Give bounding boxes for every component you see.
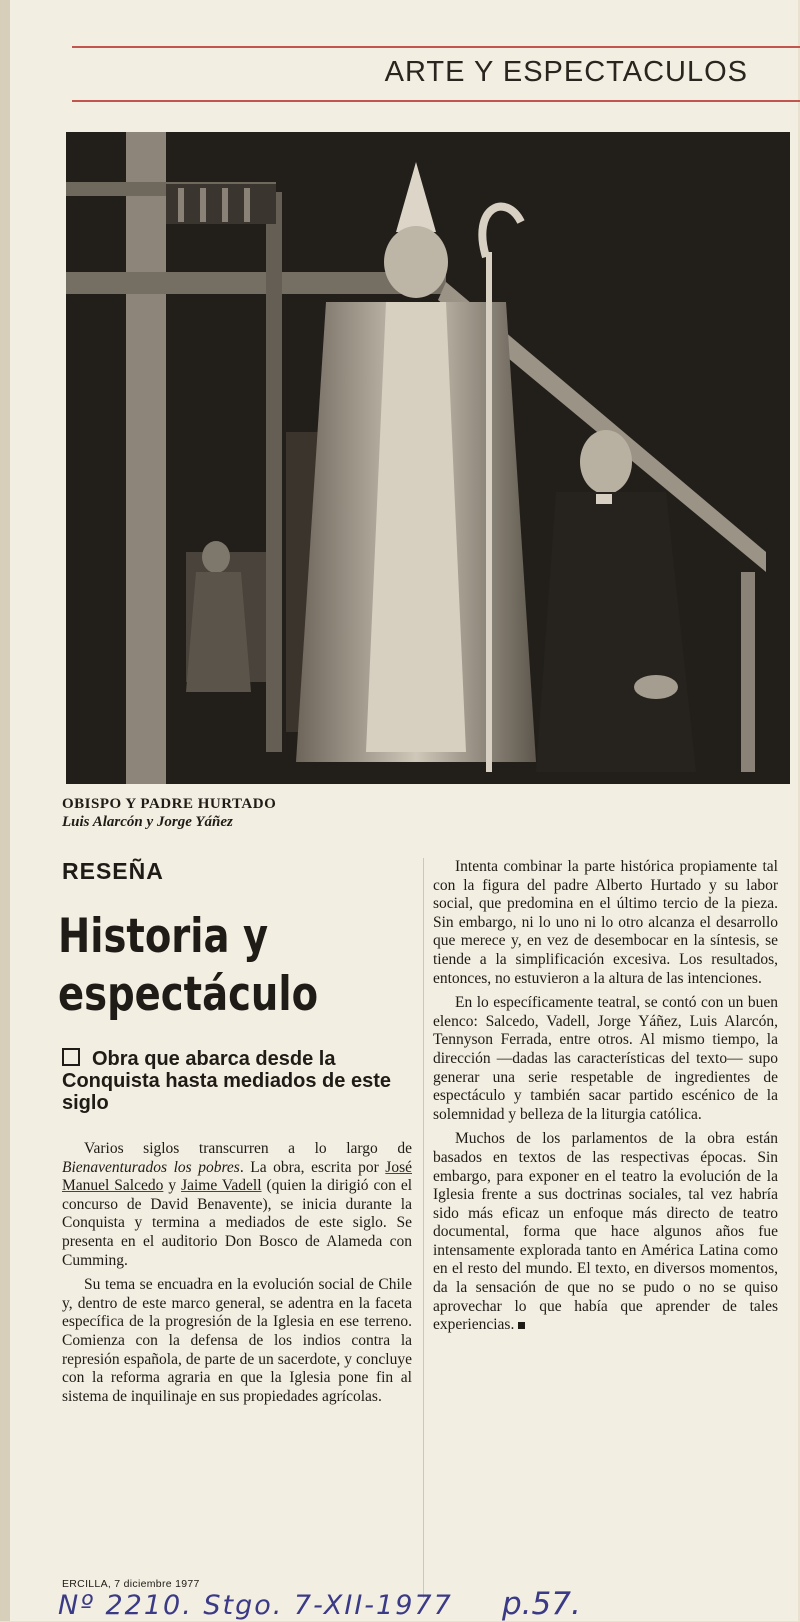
p1-text-d: (quien la dirigió con el concurso de David Benavente), se inicia durante la Conquista y termina a mediados de este siglo. Se presenta en el auditorio Don Bosco de Alameda con Cumming. xyxy=(62,1177,413,1269)
top-rule xyxy=(72,46,800,48)
paragraph-5 xyxy=(433,1130,778,1335)
paragraph-2: Su tema se encuadra en la evolución social de Chile y, dentro de este marco general, se adentra en la faceta específica de la progresión de la Iglesia en ese terreno. Comienza con la defensa de los indios contra la represión española, de parte de un sacerdote, y concluye con la reforma agraria en que la Iglesia pone fin al sistema de inquilinaje en sus propiedades agrícolas. xyxy=(62,1276,412,1405)
photo-image xyxy=(66,132,790,784)
paragraph-4: En lo específicamente teatral, se contó con un buen elenco: Salcedo, Vadell, Jorge Yáñez, Luis Alarcón, Tennyson Ferrada, entre otros. Al mismo tiempo, la dirección —dadas las características del texto— supo generar una serie respetable de ingredientes de espectáculo y también sacar partido escénico de la solemnidad y belleza de la liturgia católica. xyxy=(433,994,778,1123)
caption-names: Luis Alarcón y Jorge Yáñez xyxy=(62,814,233,830)
caption-title: OBISPO Y PADRE HURTADO xyxy=(62,796,277,812)
p1-text-b: . La obra, escrita por xyxy=(239,1158,386,1176)
kicker-label: RESEÑA xyxy=(62,858,164,884)
article-column-right xyxy=(433,858,778,1341)
headline-line-1: Historia y xyxy=(58,909,269,964)
play-title: Bienaventurados los pobres xyxy=(62,1158,240,1176)
paragraph-5-text: Muchos de los parlamentos de la obra están basados en textos de las respectivas épocas. Sin embargo, para exponer en el teatro la evolución de la Iglesia frente a sus doctrinas sociales, tal vez habría sido más eficaz un enfoque más directo de teatro documental, forma que hace algunos años fue intensamente explorada tanto en América Latina como en el resto del mundo. El texto, en diversos momentos, da la sensación de que no se pudo o no se quiso aprovechar lo que había que aprender de tales experiencias. xyxy=(433,1130,778,1334)
deck-text: Obra que abarca desde la Conquista hasta mediados de este siglo xyxy=(62,1048,391,1114)
handwritten-page: p.57. xyxy=(502,1586,581,1622)
stage-photo xyxy=(66,132,790,784)
checkbox-bullet-icon xyxy=(62,1048,80,1066)
column-divider xyxy=(423,858,424,1598)
author-1: José Manuel Salcedo xyxy=(62,1158,412,1195)
p1-text-c: y xyxy=(163,1177,182,1195)
deck-subheading xyxy=(62,1048,422,1114)
article-column-left xyxy=(62,1140,412,1412)
source-line: ERCILLA, 7 diciembre 1977 xyxy=(62,1578,200,1590)
headline-line-2: espectáculo xyxy=(58,967,319,1022)
header-rule xyxy=(72,100,800,102)
section-header: ARTE Y ESPECTACULOS xyxy=(384,56,748,88)
paragraph-1 xyxy=(62,1140,412,1270)
headline xyxy=(58,908,353,1024)
end-mark-icon xyxy=(518,1322,525,1329)
handwritten-reference: Nº 2210. Stgo. 7-XII-1977 xyxy=(58,1590,453,1621)
paragraph-3: Intenta combinar la parte histórica propiamente tal con la figura del padre Alberto Hurtado y su labor social, que predomina en el último tercio de la pieza. Sin embargo, ni lo uno ni lo otro alcanza el desarrollo que merece y, en vez de desembocar en la síntesis, se tiende a la simplificación excesiva. Los resultados, entonces, no estuvieron a la altura de las intenciones. xyxy=(433,858,778,987)
photo-caption xyxy=(62,796,276,831)
p1-text-a: Varios siglos transcurren a lo largo de xyxy=(84,1140,412,1157)
author-2: Jaime Vadell xyxy=(181,1177,262,1195)
